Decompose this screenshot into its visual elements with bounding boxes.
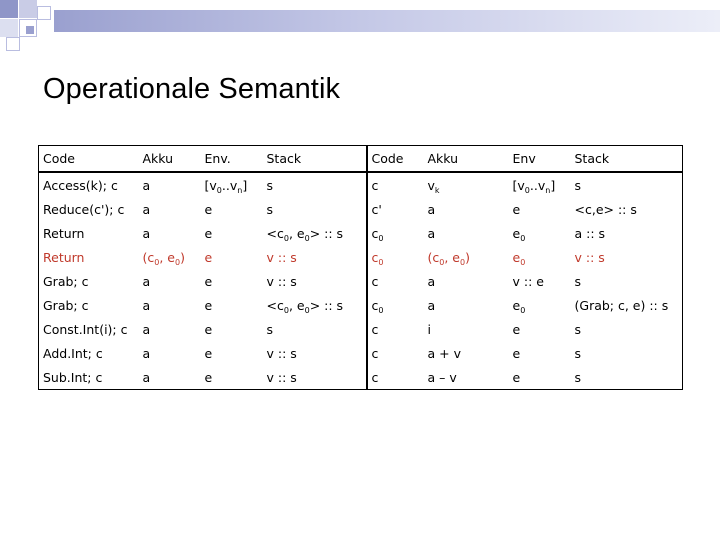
header-akku: Akku [139, 146, 201, 173]
cell-text: e [204, 249, 213, 265]
cell-akku-after [424, 341, 509, 365]
cell-text: v :: s [266, 345, 297, 361]
cell-code-after [367, 269, 424, 293]
cell-stack [263, 269, 367, 293]
cell-env-after [509, 245, 571, 269]
table-row [39, 365, 683, 390]
cell-stack-after [571, 365, 683, 390]
cell-text: c [371, 249, 379, 265]
cell-code-after [367, 317, 424, 341]
header-env: Env. [201, 146, 263, 173]
cell-text: e [512, 249, 521, 265]
cell-text: a [142, 201, 151, 217]
cell-text: Return [43, 225, 85, 241]
cell-env-after [509, 172, 571, 197]
subscript-text: n [237, 185, 243, 195]
cell-text: e [512, 345, 521, 361]
cell-text: (c [142, 249, 155, 265]
cell-code-after [367, 365, 424, 390]
cell-text: v [427, 177, 435, 193]
cell-text: v :: s [266, 369, 297, 385]
subscript-text: 0 [459, 257, 466, 267]
cell-text: a [142, 273, 151, 289]
cell-akku [139, 293, 201, 317]
cell-akku-after [424, 365, 509, 390]
decoration-square [19, 0, 37, 18]
cell-text: c [371, 345, 379, 361]
cell-text: e [512, 201, 521, 217]
cell-env-after [509, 269, 571, 293]
cell-akku [139, 317, 201, 341]
cell-text: ) [180, 249, 185, 265]
cell-text: <c,e> :: s [574, 201, 637, 217]
cell-env [201, 317, 263, 341]
subscript-text: 0 [378, 233, 384, 243]
cell-text: a [427, 297, 436, 313]
cell-code-after [367, 197, 424, 221]
cell-text: a [142, 321, 151, 337]
cell-stack [263, 341, 367, 365]
cell-code [39, 197, 139, 221]
cell-text: a [142, 369, 151, 385]
cell-env [201, 172, 263, 197]
cell-env [201, 197, 263, 221]
cell-akku-after [424, 197, 509, 221]
slide-title: Operationale Semantik [43, 73, 341, 105]
cell-akku [139, 245, 201, 269]
cell-code [39, 269, 139, 293]
cell-text: c [371, 369, 379, 385]
cell-stack-after [571, 317, 683, 341]
header-code: Code [39, 146, 139, 173]
table-body [39, 172, 683, 390]
cell-akku-after [424, 172, 509, 197]
subscript-text: 0 [216, 185, 222, 195]
table-row [39, 172, 683, 197]
subscript-text: 0 [524, 185, 530, 195]
cell-text: Access(k); c [43, 177, 118, 193]
header-stack-after: Stack [571, 146, 683, 173]
cell-text: (Grab; c, e) :: s [574, 297, 669, 313]
subscript-text: 0 [174, 257, 181, 267]
cell-stack-after [571, 221, 683, 245]
cell-text: a :: s [574, 225, 606, 241]
cell-text: [v [204, 177, 217, 193]
decoration-square [6, 37, 20, 51]
table-row [39, 269, 683, 293]
cell-code [39, 365, 139, 390]
header-stack: Stack [263, 146, 367, 173]
subscript-text: 0 [283, 305, 289, 315]
cell-code-after [367, 293, 424, 317]
table-row [39, 293, 683, 317]
cell-akku [139, 172, 201, 197]
cell-text: e [204, 297, 213, 313]
cell-text: s [574, 321, 582, 337]
cell-text: v :: s [574, 249, 605, 265]
decoration-square [26, 26, 34, 34]
subscript-text: n [545, 185, 551, 195]
table-row [39, 317, 683, 341]
cell-text: ..v [221, 177, 238, 193]
cell-stack [263, 221, 367, 245]
header-code-after: Code [367, 146, 424, 173]
cell-code-after [367, 221, 424, 245]
cell-stack-after [571, 245, 683, 269]
decoration-square [0, 19, 18, 37]
cell-env-after [509, 221, 571, 245]
table-row [39, 221, 683, 245]
cell-text: Reduce(c'); c [43, 201, 125, 217]
cell-text: c' [371, 201, 382, 217]
cell-env [201, 245, 263, 269]
cell-text: > :: s [309, 225, 344, 241]
cell-text: e [512, 369, 521, 385]
cell-text: e [204, 369, 213, 385]
cell-text: a [427, 201, 436, 217]
header-row [39, 146, 683, 173]
cell-text: ] [550, 177, 556, 193]
cell-text: > :: s [309, 297, 344, 313]
cell-text: a [142, 297, 151, 313]
cell-env-after [509, 293, 571, 317]
cell-text: a [427, 225, 436, 241]
subscript-text: 0 [520, 233, 526, 243]
cell-text: s [574, 345, 582, 361]
subscript-text: 0 [439, 257, 445, 267]
cell-stack-after [571, 341, 683, 365]
cell-text: Add.Int; c [43, 345, 103, 361]
cell-text: , e [288, 297, 305, 313]
cell-code [39, 172, 139, 197]
subscript-text: 0 [283, 233, 289, 243]
cell-text: s [266, 177, 274, 193]
cell-text: s [574, 273, 582, 289]
cell-akku [139, 269, 201, 293]
cell-stack [263, 172, 367, 197]
cell-text: v :: s [266, 249, 297, 265]
cell-stack-after [571, 293, 683, 317]
cell-text: e [512, 321, 521, 337]
cell-akku [139, 197, 201, 221]
cell-text: c [371, 225, 379, 241]
cell-text: i [427, 321, 431, 337]
cell-text: a [427, 273, 436, 289]
cell-text: s [266, 321, 274, 337]
cell-stack [263, 365, 367, 390]
cell-code [39, 317, 139, 341]
subscript-text: 0 [304, 233, 310, 243]
cell-stack [263, 245, 367, 269]
cell-stack [263, 317, 367, 341]
cell-code-after [367, 172, 424, 197]
header-env-after: Env [509, 146, 571, 173]
cell-code-after [367, 341, 424, 365]
cell-text: , e [159, 249, 175, 265]
cell-text: ..v [529, 177, 546, 193]
cell-text: e [512, 297, 521, 313]
cell-stack [263, 293, 367, 317]
cell-text: c [371, 297, 379, 313]
cell-code [39, 221, 139, 245]
cell-text: e [204, 321, 213, 337]
table-header [39, 146, 683, 173]
cell-text: Const.Int(i); c [43, 321, 128, 337]
subscript-text: 0 [378, 305, 384, 315]
cell-env [201, 341, 263, 365]
cell-text: (c [427, 249, 440, 265]
cell-text: e [512, 225, 521, 241]
table-row [39, 245, 683, 269]
cell-text: Grab; c [43, 297, 89, 313]
cell-text: c [371, 321, 379, 337]
cell-stack-after [571, 172, 683, 197]
cell-text: e [204, 345, 213, 361]
subscript-text: k [434, 185, 440, 195]
cell-env-after [509, 197, 571, 221]
cell-text: ] [242, 177, 248, 193]
subscript-text: 0 [304, 305, 310, 315]
cell-text: v :: e [512, 273, 544, 289]
cell-env-after [509, 317, 571, 341]
cell-text: e [204, 273, 213, 289]
cell-text: <c [266, 297, 284, 313]
table-row [39, 197, 683, 221]
cell-akku-after [424, 293, 509, 317]
cell-text: Sub.Int; c [43, 369, 103, 385]
cell-stack-after [571, 197, 683, 221]
cell-text: a [142, 345, 151, 361]
cell-env [201, 269, 263, 293]
cell-text: s [574, 177, 582, 193]
cell-text: a [142, 225, 151, 241]
cell-text: a + v [427, 345, 461, 361]
cell-text: [v [512, 177, 525, 193]
cell-code [39, 341, 139, 365]
cell-env-after [509, 341, 571, 365]
cell-env [201, 293, 263, 317]
cell-text: ) [465, 249, 470, 265]
cell-akku-after [424, 317, 509, 341]
header-gradient-bar [54, 10, 720, 32]
header-akku-after: Akku [424, 146, 509, 173]
cell-code [39, 293, 139, 317]
decoration-square [0, 0, 18, 18]
cell-text: , e [444, 249, 460, 265]
cell-akku-after [424, 245, 509, 269]
cell-akku-after [424, 269, 509, 293]
cell-text: <c [266, 225, 284, 241]
cell-text: c [371, 177, 379, 193]
cell-akku-after [424, 221, 509, 245]
cell-text: e [204, 201, 213, 217]
cell-env [201, 221, 263, 245]
subscript-text: 0 [154, 257, 160, 267]
cell-env-after [509, 365, 571, 390]
cell-text: e [204, 225, 213, 241]
table-row [39, 341, 683, 365]
cell-stack-after [571, 269, 683, 293]
cell-text: c [371, 273, 379, 289]
subscript-text: 0 [520, 305, 526, 315]
semantics-table [38, 145, 683, 390]
cell-env [201, 365, 263, 390]
decoration-square [37, 6, 51, 20]
cell-text: v :: s [266, 273, 297, 289]
cell-text: Return [43, 249, 85, 265]
cell-code [39, 245, 139, 269]
cell-akku [139, 365, 201, 390]
subscript-text: 0 [378, 257, 384, 267]
cell-code-after [367, 245, 424, 269]
cell-stack [263, 197, 367, 221]
cell-text: s [574, 369, 582, 385]
cell-text: , e [288, 225, 305, 241]
cell-text: s [266, 201, 274, 217]
cell-text: a – v [427, 369, 457, 385]
cell-akku [139, 341, 201, 365]
cell-akku [139, 221, 201, 245]
cell-text: Grab; c [43, 273, 89, 289]
cell-text: a [142, 177, 151, 193]
subscript-text: 0 [520, 257, 526, 267]
